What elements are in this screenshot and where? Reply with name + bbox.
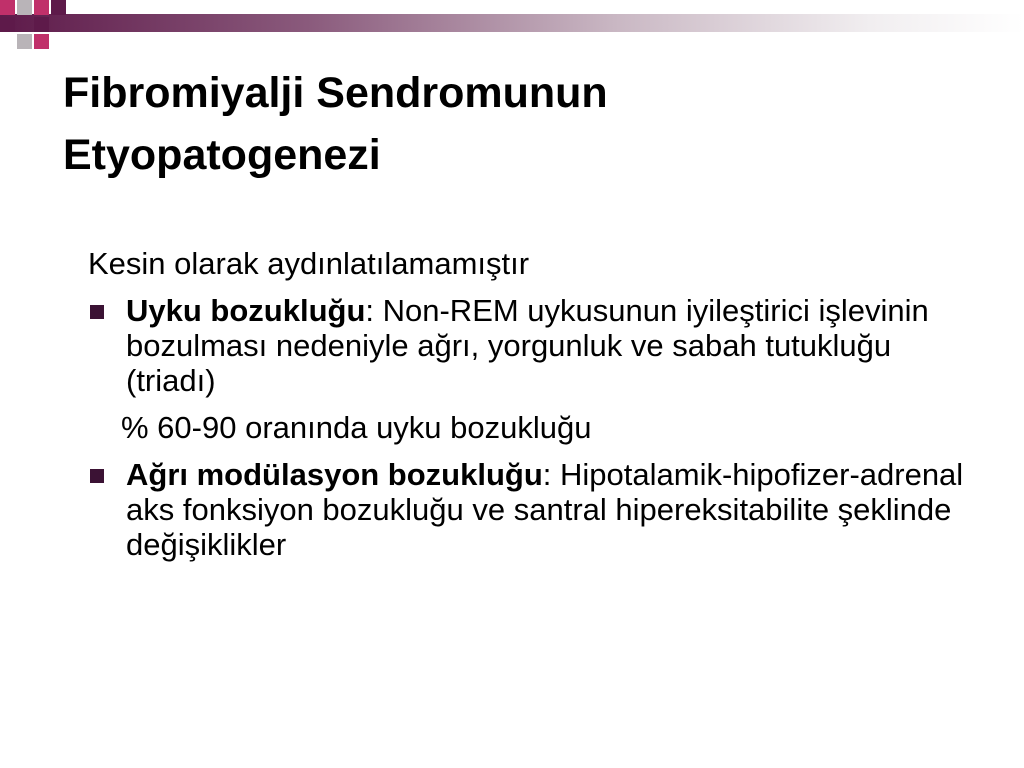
- bullet-heading-sleep: Uyku bozukluğu: [126, 293, 366, 328]
- bullet-text-sleep: : Non-REM uykusunun iyileştirici işlevinin bozulması nedeniyle ağrı, yorgunluk ve sabah tutukluğu (triadı): [126, 293, 929, 398]
- slide-body: [88, 246, 968, 574]
- bullet-item-pain: [88, 457, 968, 562]
- decor-square: [34, 0, 49, 15]
- square-bullet-icon: [90, 305, 104, 319]
- bullet-heading-pain: Ağrı modülasyon bozukluğu: [126, 457, 543, 492]
- slide-title-line-2: Etyopatogenezi: [63, 131, 381, 179]
- sleep-percentage-note: % 60-90 oranında uyku bozukluğu: [121, 410, 592, 445]
- decor-square: [0, 17, 15, 32]
- slide-title-line-1: Fibromiyalji Sendromunun: [63, 69, 608, 117]
- intro-text: Kesin olarak aydınlatılamamıştır: [88, 246, 530, 281]
- decorative-squares: [0, 0, 80, 60]
- decor-square: [17, 0, 32, 15]
- slide-title: [63, 62, 963, 186]
- decor-square: [34, 34, 49, 49]
- bullet-item-sleep: [88, 293, 968, 398]
- bullet-text-pain: : Hipotalamik-hipofizer-adrenal aks fonksiyon bozukluğu ve santral hipereksitabilite şeklinde değişiklikler: [126, 457, 964, 562]
- header-gradient-band: [0, 14, 1024, 32]
- decor-square: [51, 0, 66, 15]
- decor-square: [34, 17, 49, 32]
- decor-square: [17, 34, 32, 49]
- square-bullet-icon: [90, 469, 104, 483]
- decor-square: [0, 0, 15, 15]
